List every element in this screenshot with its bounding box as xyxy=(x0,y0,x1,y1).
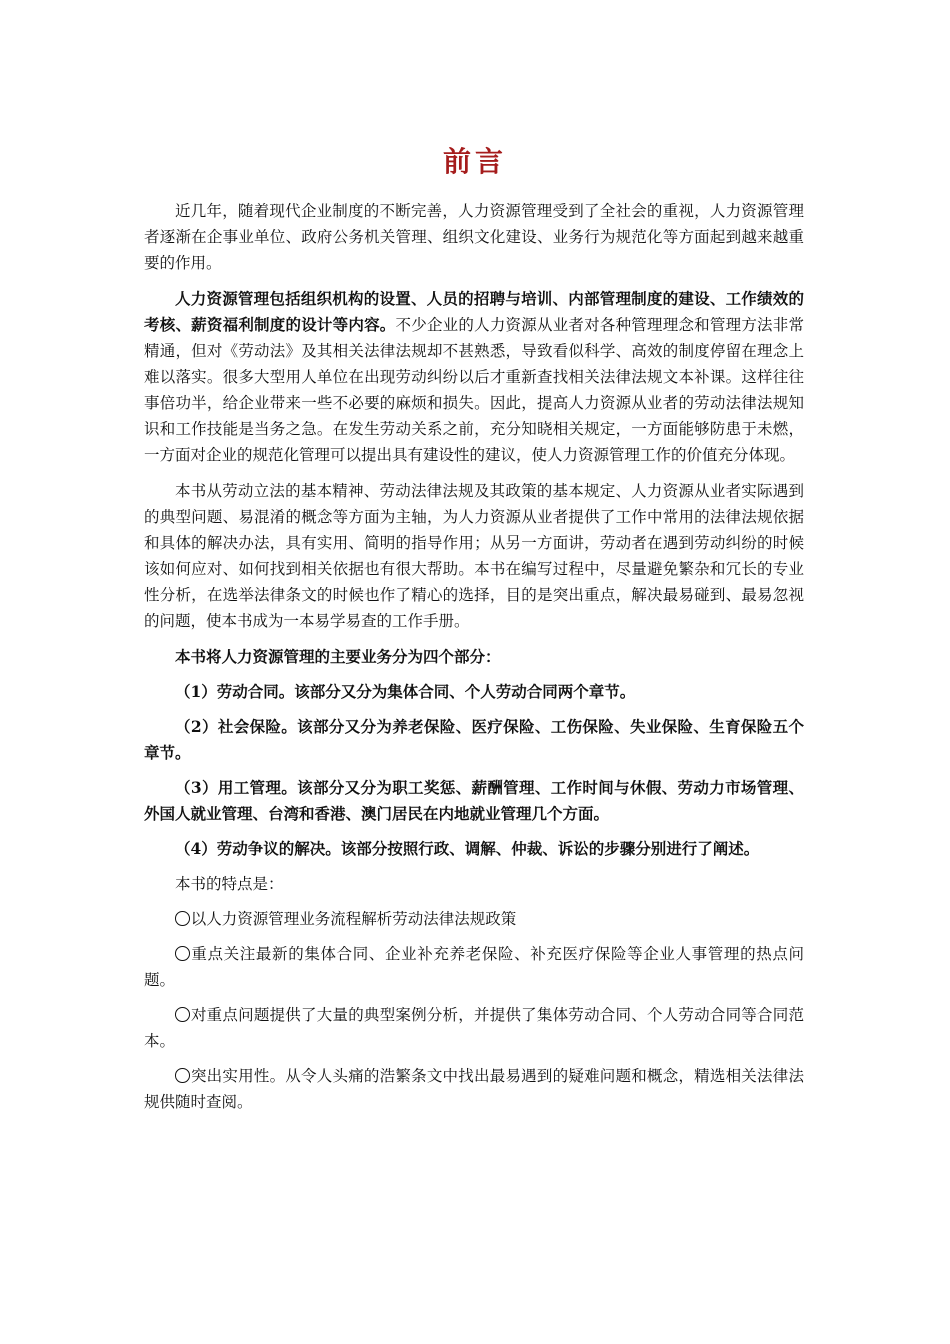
list-item-labor-contract: （1）劳动合同。该部分又分为集体合同、个人劳动合同两个章节。 xyxy=(175,682,636,701)
circle-bullet-icon xyxy=(175,1007,190,1022)
feature-item-text: 对重点问题提供了大量的典型案例分析，并提供了集体劳动合同、个人劳动合同等合同范本。 xyxy=(144,1006,804,1050)
paragraph-features-intro: 本书的特点是： xyxy=(175,875,284,893)
feature-item-text: 以人力资源管理业务流程解析劳动法律法规政策 xyxy=(190,910,517,928)
feature-item xyxy=(144,1002,804,1054)
paragraph-hr-scope-rest: 不少企业的人力资源从业者对各种管理理念和管理方法非常精通，但对《劳动法》及其相关法律法规却不甚熟悉，导致看似科学、高效的制度停留在理念上难以落实。很多大型用人单位在出现劳动纠纷以后才重新查找相关法律法规文本补课。这样往往事倍功半，给企业带来一些不必要的麻烦和损失。因此，提高人力资源从业者的劳动法律法规知识和工作技能是当务之急。在发生劳动关系之前，充分知晓相关规定，一方面能够防患于未燃，一方面对企业的规范化管理可以提出具有建设性的建议，使人力资源管理工作的价值充分体现。 xyxy=(144,316,804,464)
preface-body xyxy=(144,198,804,1124)
list-item-dispute-resolution: （4）劳动争议的解决。该部分按照行政、调解、仲裁、诉讼的步骤分别进行了阐述。 xyxy=(175,839,760,858)
circle-bullet-icon xyxy=(175,1068,190,1083)
feature-item xyxy=(144,1063,804,1115)
circle-bullet-icon xyxy=(175,946,190,961)
paragraph-hr-scope-bold: 人力资源管理包括组织机构的设置、人员的招聘与培训、内部管理制度的建设、工作绩效的考核、薪资福利制度的设计等内容。 xyxy=(144,289,804,334)
paragraph-intro: 近几年，随着现代企业制度的不断完善，人力资源管理受到了全社会的重视，人力资源管理者逐渐在企事业单位、政府公务机关管理、组织文化建设、业务行为规范化等方面起到越来越重要的作用。 xyxy=(144,202,804,272)
paragraph-four-parts-intro: 本书将人力资源管理的主要业务分为四个部分： xyxy=(175,647,501,666)
paragraph-hr-scope xyxy=(144,286,804,468)
feature-item-text: 重点关注最新的集体合同、企业补充养老保险、补充医疗保险等企业人事管理的热点问题。 xyxy=(144,945,804,989)
page-title: 前言 xyxy=(442,145,507,178)
feature-item xyxy=(144,941,804,993)
list-item-social-insurance: （2）社会保险。该部分又分为养老保险、医疗保险、工伤保险、失业保险、生育保险五个章节。 xyxy=(144,717,804,762)
circle-bullet-icon xyxy=(175,911,190,926)
feature-item xyxy=(144,906,804,932)
list-item-employment-management: （3）用工管理。该部分又分为职工奖惩、薪酬管理、工作时间与休假、劳动力市场管理、外国人就业管理、台湾和香港、澳门居民在内地就业管理几个方面。 xyxy=(144,778,804,823)
feature-item-text: 突出实用性。从令人头痛的浩繁条文中找出最易遇到的疑难问题和概念，精选相关法律法规供随时查阅。 xyxy=(144,1067,804,1111)
paragraph-book-overview: 本书从劳动立法的基本精神、劳动法律法规及其政策的基本规定、人力资源从业者实际遇到的典型问题、易混淆的概念等方面为主轴，为人力资源从业者提供了工作中常用的法律法规依据和具体的解决办法，具有实用、简明的指导作用；从另一方面讲，劳动者在遇到劳动纠纷的时候该如何应对、如何找到相关依据也有很大帮助。本书在编写过程中，尽量避免繁杂和冗长的专业性分析，在选举法律条文的时候也作了精心的选择，目的是突出重点，解决最易碰到、最易忽视的问题，使本书成为一本易学易查的工作手册。 xyxy=(144,482,804,630)
